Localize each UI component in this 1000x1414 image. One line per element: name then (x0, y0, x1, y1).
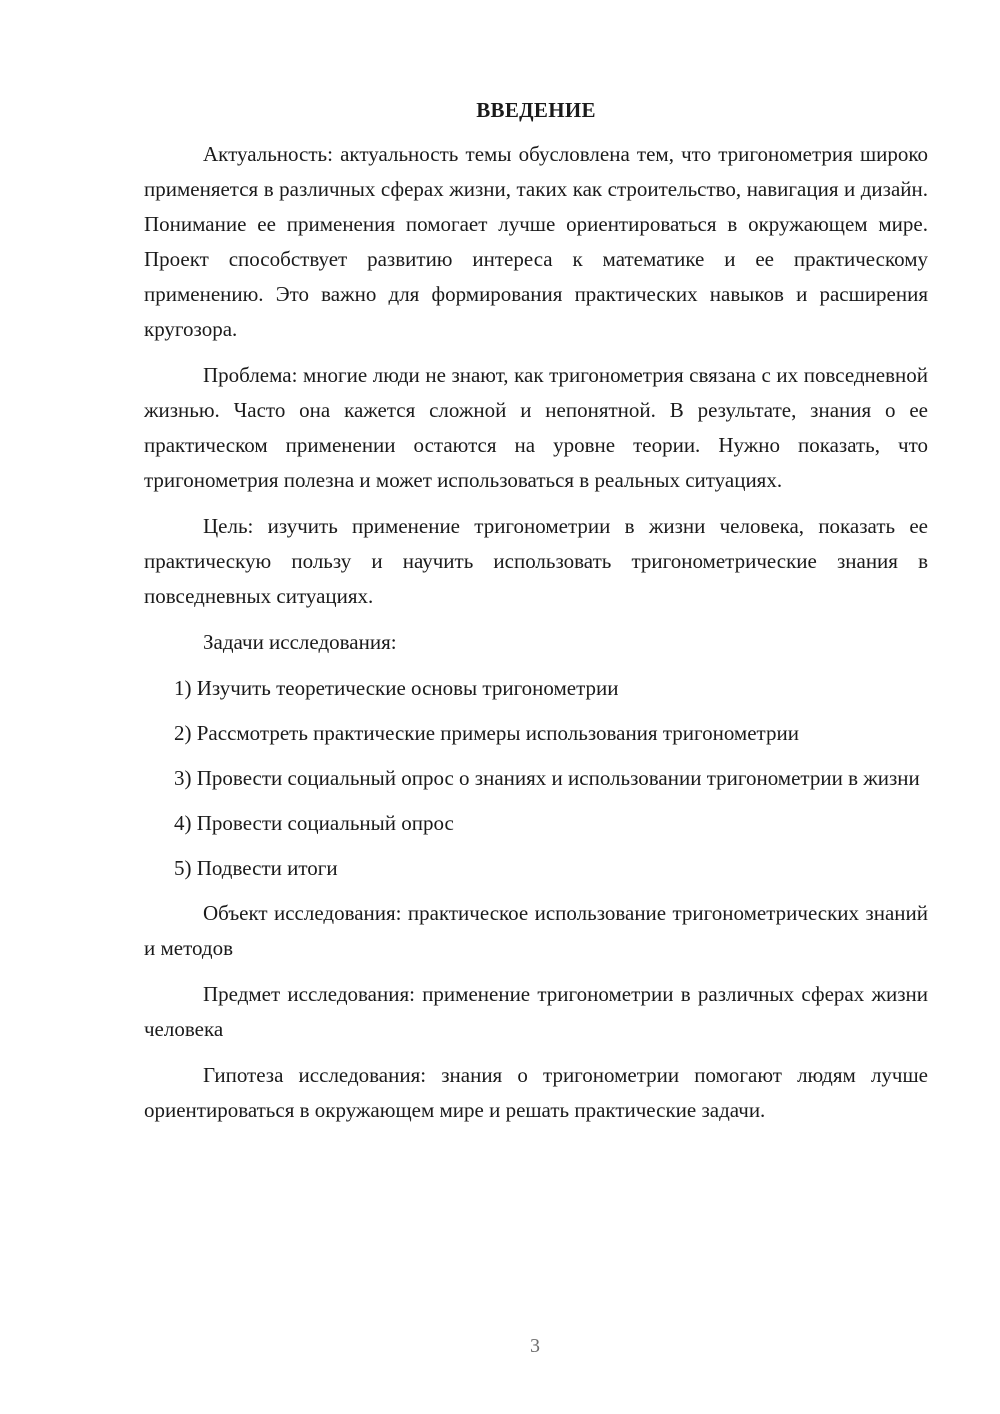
task-item-3: 3) Провести социальный опрос о знаниях и использовании тригонометрии в жизни (174, 766, 920, 790)
tasks-heading: Задачи исследования: (203, 630, 397, 654)
page-number: 3 (530, 1335, 540, 1357)
hypothesis-paragraph: Гипотеза исследования: знания о тригонометрии помогают людям лучше ориентироваться в окружающем мире и решать практические задачи. (144, 1063, 928, 1122)
task-item-4: 4) Провести социальный опрос (174, 811, 454, 835)
subject-paragraph: Предмет исследования: применение тригонометрии в различных сферах жизни человека (144, 982, 928, 1041)
goal-paragraph: Цель: изучить применение тригонометрии в жизни человека, показать ее практическую пользу и научить использовать тригонометрические знания в повседневных ситуациях. (144, 514, 928, 608)
task-item-5: 5) Подвести итоги (174, 856, 338, 880)
task-item-1: 1) Изучить теоретические основы тригонометрии (174, 676, 619, 700)
page-title: ВВЕДЕНИЕ (476, 98, 596, 122)
problem-paragraph: Проблема: многие люди не знают, как тригонометрия связана с их повседневной жизнью. Часто она кажется сложной и непонятной. В результате, знания о ее практическом применении остаются на уровне теории. Нужно показать, что тригонометрия полезна и может использоваться в реальных ситуациях. (144, 363, 928, 492)
page-content (144, 95, 928, 1139)
relevance-paragraph: Актуальность: актуальность темы обусловлена тем, что тригонометрия широко применяется в различных сферах жизни, таких как строительство, навигация и дизайн. Понимание ее применения помогает лучше ориентироваться в окружающем мире. Проект способствует развитию интереса к математике и ее практическому применению. Это важно для формирования практических навыков и расширения кругозора. (144, 142, 928, 341)
task-item-2: 2) Рассмотреть практические примеры использования тригонометрии (174, 721, 799, 745)
object-paragraph: Объект исследования: практическое использование тригонометрических знаний и методов (144, 901, 928, 960)
